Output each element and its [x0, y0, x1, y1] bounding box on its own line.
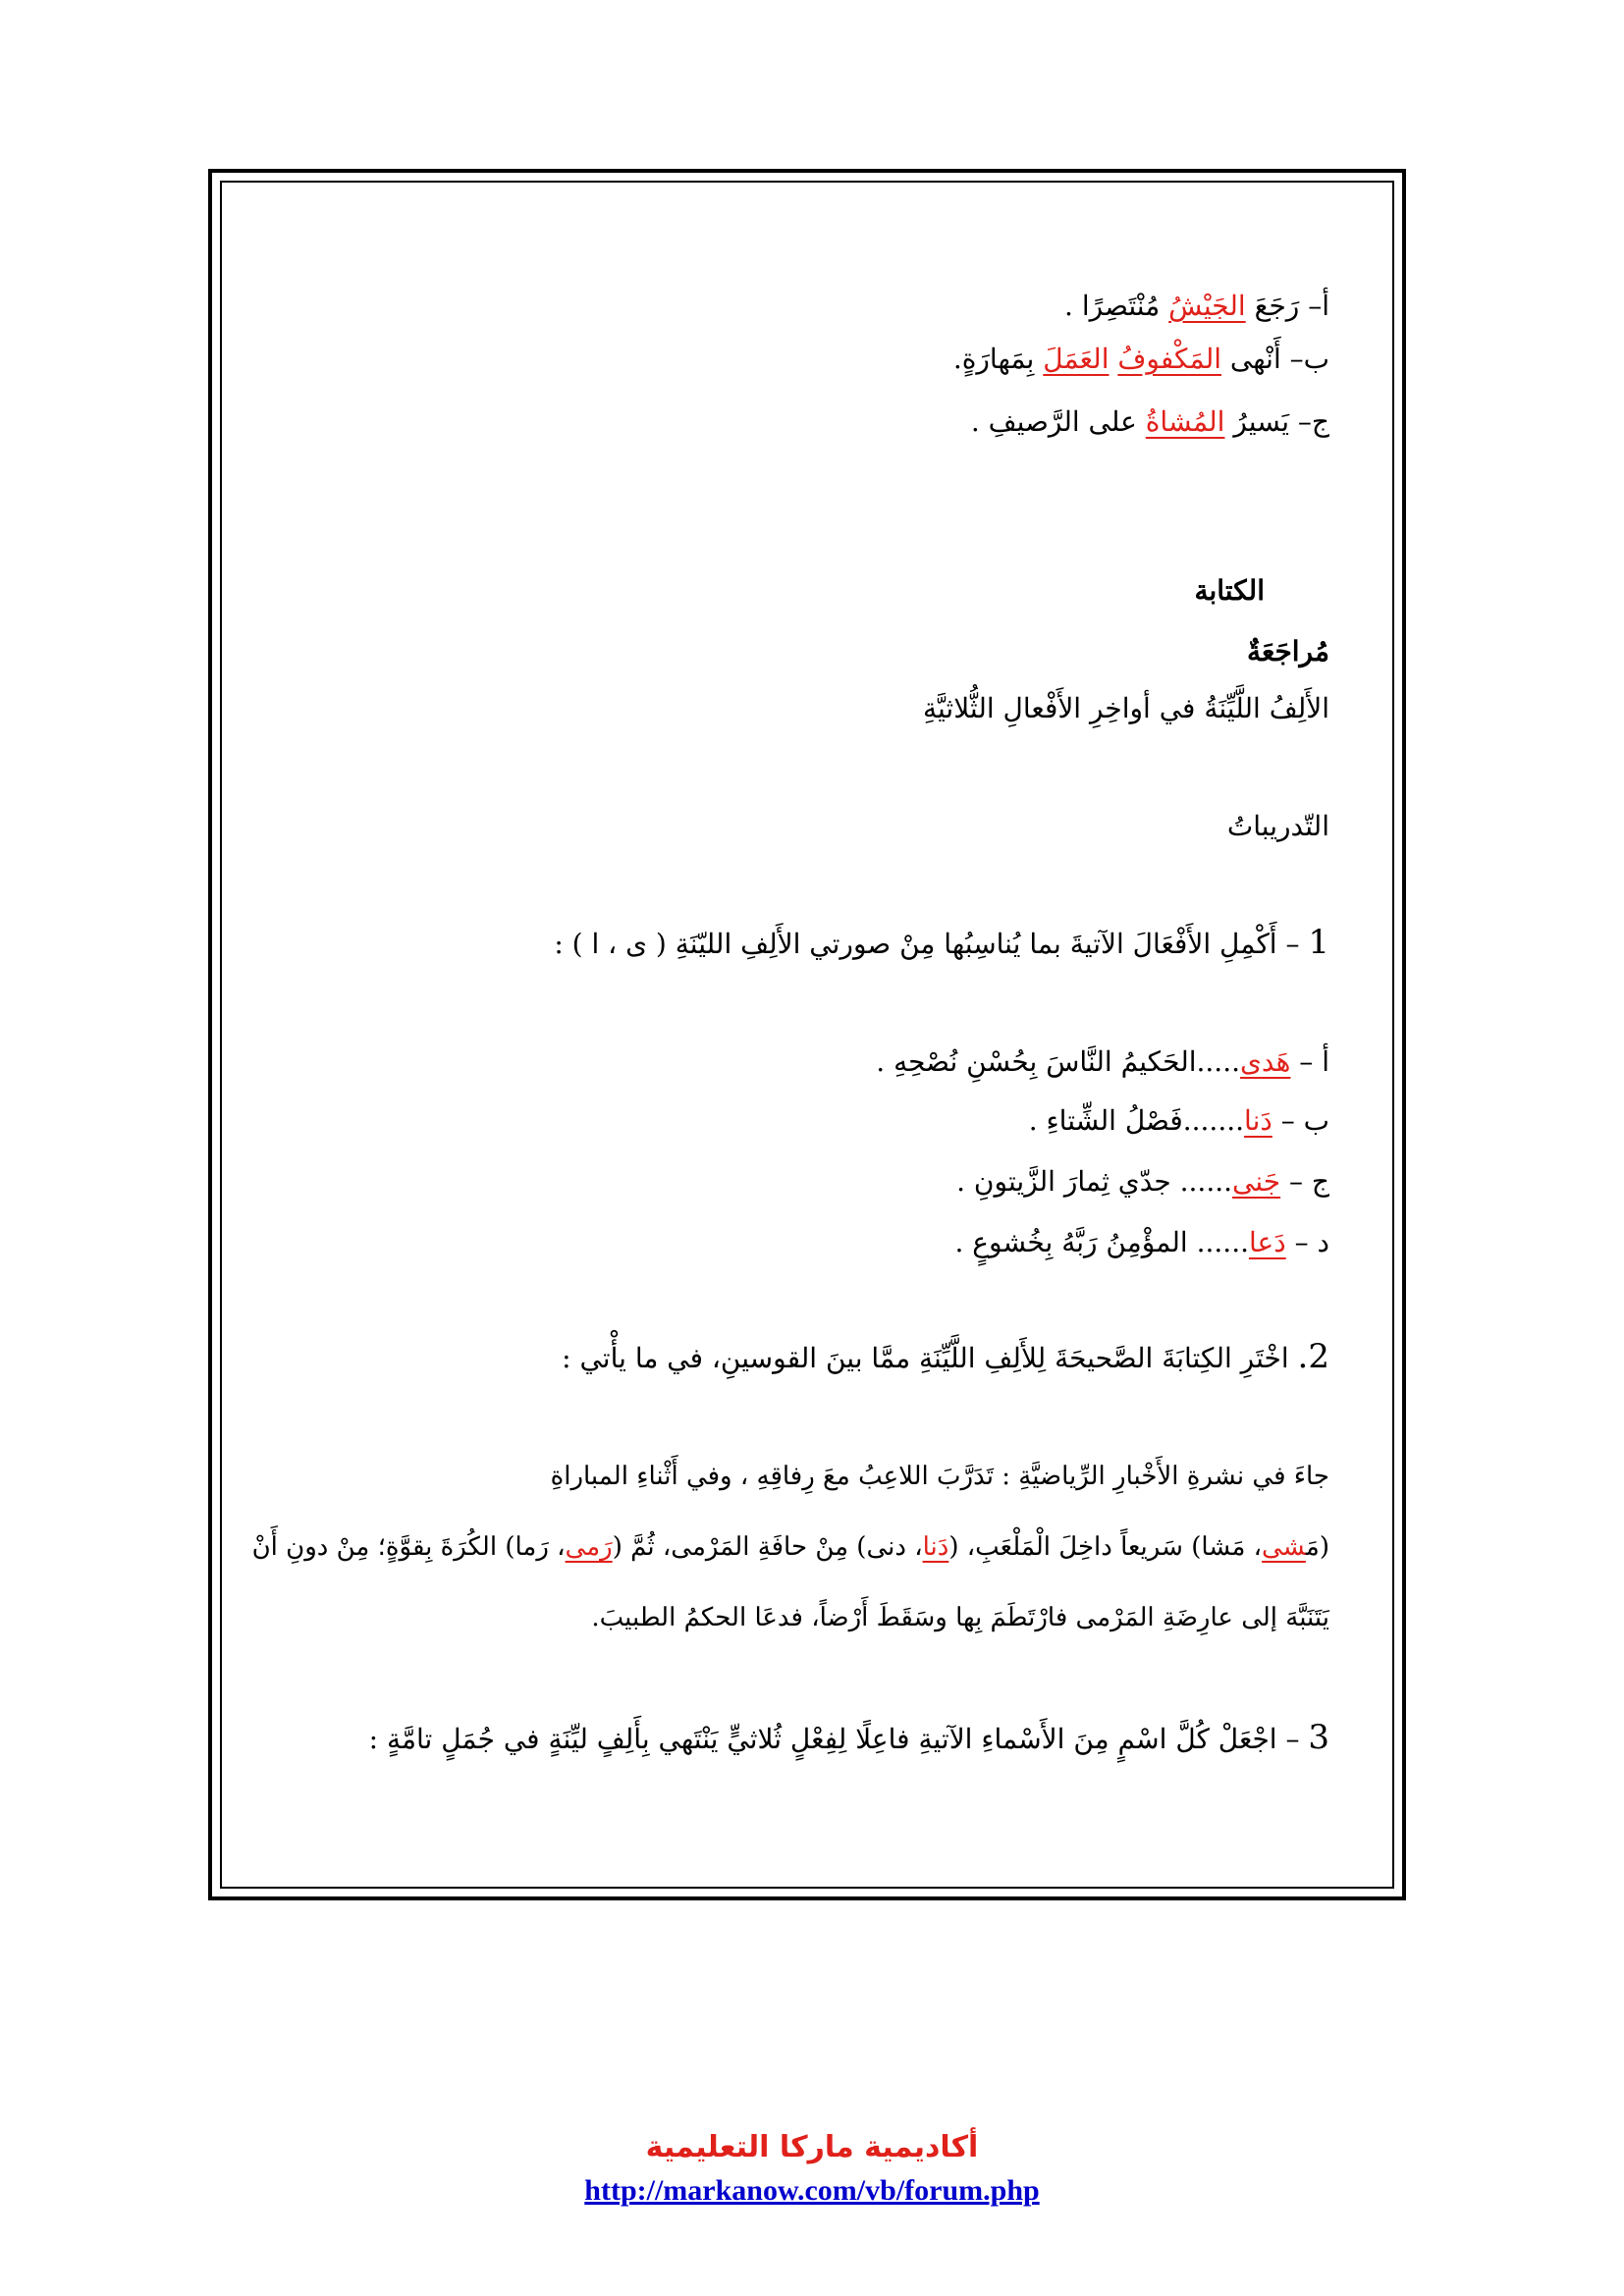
question-1-number: 1	[1308, 923, 1329, 962]
sentence-b-object: العَمَلَ	[1043, 343, 1110, 375]
q1-item-b-label: ب –	[1272, 1104, 1329, 1137]
q2-choice-1: شى	[1262, 1532, 1306, 1562]
q1-item-b	[1029, 1101, 1329, 1141]
sentence-c	[971, 402, 1329, 442]
q1-item-b-rest: .......فَصْلُ الشِّتاءِ .	[1028, 1104, 1245, 1137]
question-2	[562, 1337, 1329, 1378]
writing-heading: الكتابة	[1194, 574, 1265, 607]
q1-item-c-rest: ...... جدّي ثِمارَ الزَّيتونِ .	[956, 1165, 1233, 1198]
question-2-number: 2.	[1297, 1337, 1329, 1376]
sentence-c-subject: المُشاةُ	[1145, 405, 1225, 438]
question-3-text: – اجْعَلْ كُلَّ اسْمٍ مِنَ الأَسْماءِ الآتيةِ فاعِلًا لِفِعْلٍ ثُلاثيٍّ يَنْتَهي بِأَلِفٍ ليِّنَةٍ في جُمَلٍ تامَّةٍ :	[368, 1723, 1309, 1755]
review-heading: مُراجَعَةٌ	[1246, 635, 1329, 667]
q1-item-d-word: دَعا	[1249, 1226, 1286, 1258]
sentence-a	[1064, 287, 1329, 326]
q1-item-c-word: جَنى	[1232, 1165, 1281, 1198]
question-1-text: – أَكْمِلِ الأَفْعَالَ الآتيةَ بما يُناسِبُها مِنْ صورتي الأَلِفِ الليّنَةِ ( ى ، ا ) :	[554, 928, 1309, 960]
q1-item-d	[954, 1223, 1329, 1262]
q2-paragraph-line-1: جاءَ في نشرةِ الأَخْبارِ الرِّياضيَّةِ : تَدَرَّبَ اللاعِبُ معَ رِفاقِهِ ، وفي أَثْناءِ المباراةِ	[550, 1462, 1329, 1491]
question-3	[369, 1718, 1329, 1759]
q2-paragraph-line-2	[252, 1527, 1329, 1567]
q1-item-d-rest: ...... المؤْمِنُ رَبَّهُ بِخُشوعٍ .	[954, 1226, 1249, 1258]
sentence-b-subject: المَكْفوفُ	[1117, 343, 1222, 375]
footer-academy-name: أكاديمية ماركا التعليمية	[645, 2130, 979, 2164]
q2-paragraph-line-3: يَتَنَبَّهَ إلى عارِضَةِ المَرْمى فارْتَطَمَ بِها وسَقَطَ أَرْضاً، فدعَا الحكمُ الطبيبَ.	[591, 1603, 1329, 1632]
q1-item-a-label: أ –	[1290, 1045, 1329, 1078]
q2-line2-part-a: (مَ	[1305, 1532, 1329, 1562]
q2-choice-3: رَمى	[565, 1532, 613, 1562]
question-2-text: اخْتَرِ الكِتابَةَ الصَّحيحَةَ لِلأَلِفِ اللَّيِّنَةِ ممَّا بينَ القوسينِ، في ما يأْتي :	[562, 1342, 1298, 1374]
topic-heading: الأَلِفُ اللَّيِّنَةُ في أواخِرِ الأَفْعالِ الثُّلاثيَّةِ	[922, 692, 1329, 724]
exercises-heading: التّدريباتُ	[1226, 810, 1329, 842]
q1-item-a-rest: .....الحَكيمُ النَّاسَ بِحُسْنِ نُصْحِهِ .	[876, 1045, 1241, 1078]
sentence-c-start: ج– يَسيرُ	[1224, 405, 1329, 438]
q2-line2-part-c: ، دنى) مِنْ حافَةِ المَرْمى، ثُمَّ (	[612, 1532, 923, 1562]
q2-choice-2: دَنا	[922, 1532, 949, 1562]
q2-line2-part-b: ، مَشا) سَريعاً داخِلَ الْمَلْعَبِ، (	[948, 1532, 1263, 1562]
q1-item-c	[956, 1162, 1329, 1201]
question-1	[554, 923, 1329, 964]
sentence-a-subject: الجَيْشُ	[1168, 290, 1246, 322]
sentence-b	[953, 340, 1329, 379]
q1-item-c-label: ج –	[1280, 1165, 1329, 1198]
footer-forum-link[interactable]: http://markanow.com/vb/forum.php	[584, 2174, 1040, 2207]
sentence-b-end: بِمَهارَةٍ.	[952, 343, 1044, 375]
sentence-c-end: على الرَّصيفِ .	[970, 405, 1146, 438]
q1-item-a-word: هَدى	[1240, 1045, 1291, 1078]
sentence-b-start: ب– أَنْهى	[1221, 343, 1329, 375]
q2-line2-part-d: ، رَما) الكُرَةَ بِقوَّةٍ؛ مِنْ دونِ أَنْ	[251, 1532, 566, 1562]
q1-item-a	[876, 1042, 1329, 1082]
sentence-a-end: مُنْتَصِرًا .	[1064, 290, 1169, 322]
q1-item-d-label: د –	[1285, 1226, 1329, 1258]
q1-item-b-word: دَنا	[1244, 1104, 1272, 1137]
sentence-a-start: أ– رَجَعَ	[1245, 290, 1329, 322]
question-3-number: 3	[1308, 1718, 1329, 1757]
